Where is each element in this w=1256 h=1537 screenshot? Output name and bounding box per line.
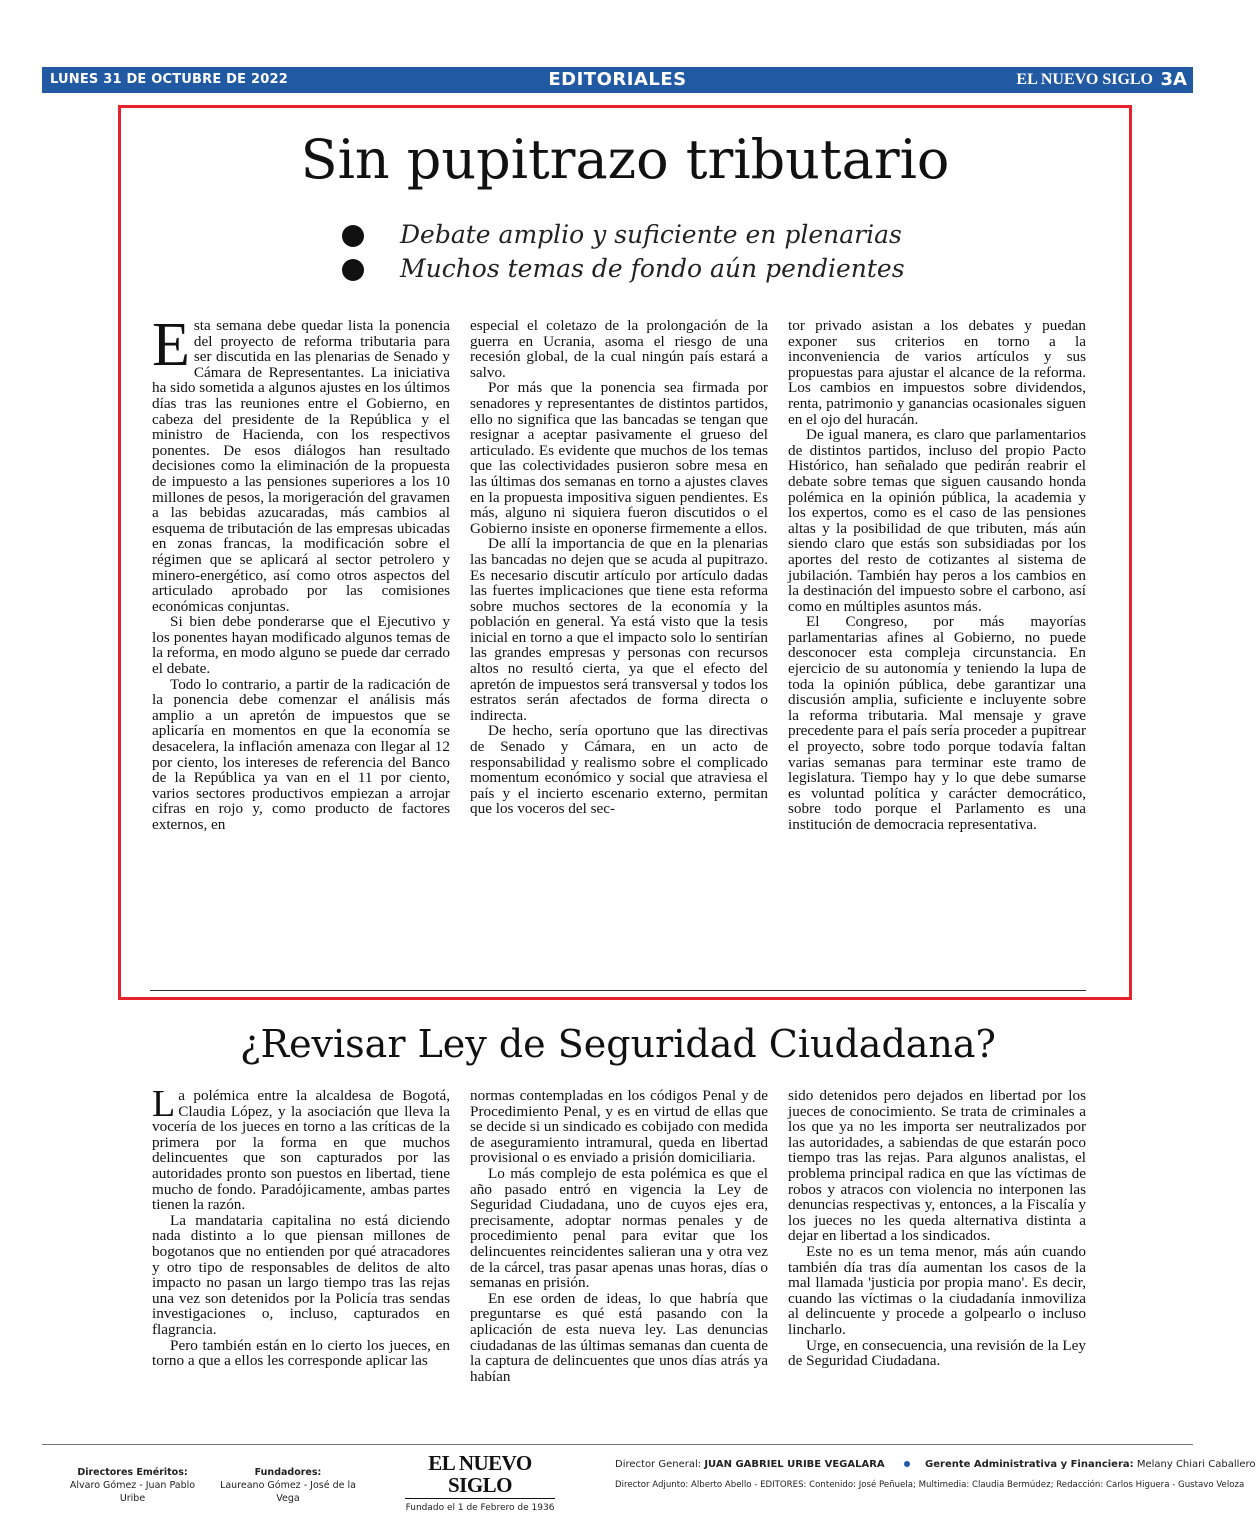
paragraph: En ese orden de ideas, lo que habría que preguntarse es qué está pasando con la aplicación de esta nueva ley. Las denuncias ciudadanas de las últimas semanas dan cuenta de la captura de delincuentes que unos días atrás ya habían	[470, 1289, 768, 1385]
paragraph: De allí la importancia de que en la plenarias las bancadas no dejen que se acuda al pupitrazo. Es necesario discutir artículo por artículo dadas las fuertes implicaciones que tiene esta reforma sobre muchos sectores de la economía y la población en general. Ya está visto que la tesis inicial en torno a que el impacto solo lo sentirían las grandes empresas y personas con recursos altos no resultó cierta, ya que el efecto del apretón de impuestos será transversal y todos los estratos serán afectados de forma directa o indirecta.	[470, 535, 768, 724]
paragraph: Este no es un tema menor, más aún cuando también día tras día aumentan los casos de la mal llamada 'justicia por propia mano'. Es decir, cuando las víctimas o la ciudadanía inmoviliza al delincuente y procede a golpearlo o incluso lincharlo.	[788, 1242, 1086, 1338]
paragraph: De igual manera, es claro que parlamentarios de distintos partidos, incluso del propio Pacto Histórico, han señalado que pedirán reabrir el debate sobre temas que siguen causando honda polémica en la opinión pública, la academia y los expertos, como es el caso de las pensiones altas y la posibilidad de que tributen, más aún siendo claro que estás son subsidiadas por los aportes del resto de cotizantes al sistema de jubilación. También hay peros a los cambios en la destinación del impuesto sobre el carbono, así como en múltiples asuntos más.	[788, 426, 1086, 615]
paragraph: El Congreso, por más mayorías parlamentarias afines al Gobierno, no puede desconocer esta compleja circunstancia. En ejercicio de su autonomía y teniendo la lupa de toda la opinión pública, debe garantizar una discusión amplia, suficiente e incluyente sobre la reforma tributaria. Mal mensaje y grave precedente para el país sería proceder a pupitrear el proyecto, sobre todo porque todavía faltan varias semanas para terminar este tramo de legislatura. Tiempo hay y lo que debe sumarse es voluntad política y carácter democrático, sobre todo porque el Parlamento es una institución de democracia representativa.	[788, 613, 1086, 833]
paragraph: Por más que la ponencia sea firmada por senadores y representantes de distintos partidos, ello no significa que las bancadas se tengan que resignar a aceptar pasivamente el grueso del articulado. Es evidente que muchos de los temas que las colectividades pusieron sobre mesa en las últimas dos semanas en torno a ajustes claves en la propuesta impositiva siguen pendientes. Es más, alguno ni siquiera fueron discutidos o el Gobierno insiste en oponerse firmemente a ellos.	[470, 379, 768, 537]
footer-directors	[60, 1466, 205, 1505]
article-column	[788, 318, 1086, 958]
founded-date: Fundado el 1 de Febrero de 1936	[405, 1503, 555, 1513]
director-general-name: JUAN GABRIEL URIBE VEGALARA	[704, 1459, 885, 1470]
separator-dot-icon	[904, 1461, 910, 1467]
manager-name: Melany Chiari Caballero	[1136, 1459, 1256, 1470]
footer-staff-line: Director Adjunto: Alberto Abello - EDITORES: Contenido: José Peñuela; Multimedia: Claudia Bermúdez; Redacción: Carlos Higuera - Gustavo Veloza	[615, 1480, 1245, 1490]
subtitle-item	[340, 218, 905, 252]
page-header-bar	[42, 67, 1193, 93]
subtitle-item	[340, 252, 905, 286]
footer-founders	[218, 1466, 358, 1505]
paragraph: especial el coletazo de la prolongación de la guerra en Ucrania, asoma el riesgo de una recesión global, de la cual ningún país estará a salvo.	[470, 317, 768, 381]
paragraph: Todo lo contrario, a partir de la radicación de la ponencia debe comenzar el análisis más amplio a un apretón de impuestos que se aplicaría en momentos en que la economía se desacelera, la inflación amenaza con llegar al 12 por ciento, los intereses de referencia del Banco de la República ya van en el 11 por ciento, varios sectores productivos empiezan a arrojar cifras en rojo y, como producto de factores externos, en	[152, 675, 450, 833]
paragraph: Lo más complejo de esta polémica es que el año pasado entró en vigencia la Ley de Seguridad Ciudadana, uno de cuyos ejes era, precisamente, adoptar normas penales y de procedimiento penal para evitar que los delincuentes reincidentes salieran una y otra vez de la cárcel, tras pasar apenas unas horas, días o semanas en prisión.	[470, 1164, 768, 1292]
article-column	[470, 1088, 768, 1408]
paragraph: La polémica entre la alcaldesa de Bogotá, Claudia López, y la asociación que lleva la vocería de los jueces en torno a las críticas de la primera por la forma en que muchos delincuentes que son capturados por las autoridades pronto son puestos en libertad, tiene mucho de fondo. Paradójicamente, ambas partes tienen la razón.	[152, 1083, 450, 1214]
newspaper-brand: EL NUEVO SIGLO	[1016, 71, 1153, 88]
editorial-body	[152, 311, 1086, 958]
newspaper-logo: EL NUEVO SIGLO	[405, 1452, 555, 1499]
subtitle-text: Muchos temas de fondo aún pendientes	[400, 254, 905, 283]
bullet-icon	[342, 225, 364, 247]
bullet-icon	[342, 259, 364, 281]
paragraph: La mandataria capitalina no está diciendo nada distinto a lo que piensan millones de bogotanos que no entienden por qué atracadores y otro tipo de responsables de delitos de alto impacto no pasan un largo tiempo tras las rejas una vez son detenidos por la Policía tras sendas investigaciones o, incluso, capturados en flagrancia.	[152, 1211, 450, 1338]
footer-logo	[405, 1452, 555, 1515]
editorial-title: ¿Revisar Ley de Seguridad Ciudadana?	[240, 1022, 996, 1066]
paragraph: Si bien debe ponderarse que el Ejecutivo y los ponentes hayan modificado algunos temas de la reforma, en modo alguno se puede dar cerrado el debate.	[152, 613, 450, 678]
director-general-label: Director General:	[615, 1459, 702, 1470]
paragraph: Esta semana debe quedar lista la ponencia del proyecto de reforma tributaria para ser discutida en las plenarias de Senado y Cámara de Representantes. La iniciativa ha sido sometida a algunos ajustes en los últimos días tras las reuniones entre el Gobierno, en cabeza del presidente de la República y el ministro de Hacienda, con los respectivos ponentes. De esos diálogos han resultado decisiones como la eliminación de la propuesta de impuesto a las pensiones superiores a los 10 millones de pesos, la morigeración del gravamen a las bebidas azucaradas, más cambios al esquema de tributación de las empresas ubicadas en zonas francas, la modificación sobre el régimen que se aplicará al sector petrolero y minero-energético, así como otros aspectos del articulado aprobado por las comisiones económicas conjuntas.	[152, 311, 450, 615]
manager-label: Gerente Administrativa y Financiera:	[925, 1459, 1134, 1470]
editorial-subtitles	[340, 218, 905, 286]
paragraph: sido detenidos pero dejados en libertad por los jueces de conocimiento. Se trata de criminales a los que ya no les importa ser neutralizados por las autoridades, a sabiendas de que estarán poco tiempo tras las rejas. Para algunos analistas, el problema principal radica en que las víctimas de robos y atracos con violencia no interponen las denuncias respectivas y, entonces, a la Fiscalía y los jueces no les queda alternativa distinta a dejar en libertad a los sindicados.	[788, 1087, 1086, 1245]
paragraph: normas contempladas en los códigos Penal y de Procedimiento Penal, y es en virtud de ellas que se decide si un sindicado es cobijado con medida de aseguramiento intramural, queda en libertad provisional o es enviado a prisión domiciliaria.	[470, 1087, 768, 1167]
section-divider	[150, 990, 1086, 991]
editorial-body	[152, 1083, 1086, 1408]
founders-names: Laureano Gómez - José de la Vega	[220, 1480, 356, 1504]
paragraph: tor privado asistan a los debates y puedan exponer sus criterios en torno a la inconveniencia de varios artículos y sus propuestas para ajustar el alcance de la reforma. Los cambios en impuestos sobre dividendos, renta, patrimonio y ganancias ocasionales siguen en el ojo del huracán.	[788, 317, 1086, 428]
article-column	[152, 311, 450, 958]
footer-divider	[42, 1444, 1193, 1445]
footer-staff-main	[615, 1458, 1256, 1471]
directors-label: Directores Eméritos:	[77, 1467, 188, 1478]
paragraph: De hecho, sería oportuno que las directivas de Senado y Cámara, en un acto de responsabilidad y realismo sobre el complicado momentum económico y social que atraviesa el país y el incierto escenario externo, permitan que los voceros del sec-	[470, 722, 768, 818]
subtitle-text: Debate amplio y suficiente en plenarias	[400, 220, 902, 249]
issue-date: LUNES 31 DE OCTUBRE DE 2022	[50, 72, 288, 87]
paragraph: Pero también están en lo cierto los jueces, en torno a que a ellos les corresponde aplicar las	[152, 1336, 450, 1370]
section-title: EDITORIALES	[548, 69, 687, 90]
editorial-title: Sin pupitrazo tributario	[300, 128, 950, 191]
founders-label: Fundadores:	[254, 1467, 322, 1478]
article-column	[152, 1083, 450, 1408]
paragraph: Urge, en consecuencia, una revisión de la Ley de Seguridad Ciudadana.	[788, 1336, 1086, 1370]
article-column	[470, 318, 768, 958]
page-number: 3A	[1160, 69, 1187, 90]
directors-names: Alvaro Gómez - Juan Pablo Uribe	[69, 1480, 196, 1504]
article-column	[788, 1088, 1086, 1408]
